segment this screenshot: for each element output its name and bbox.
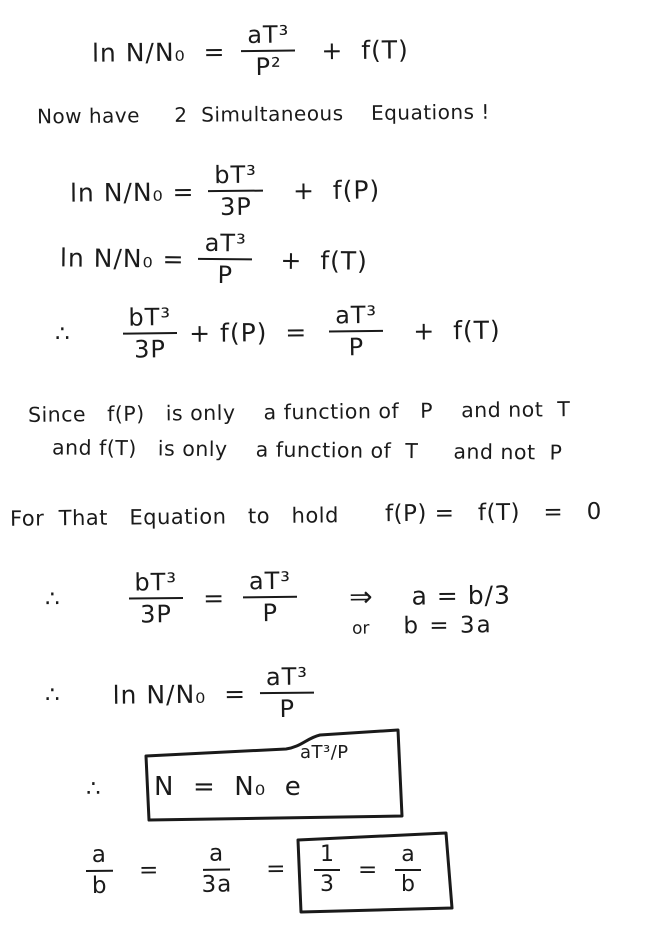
equation-lhs: ln N/N₀ = xyxy=(112,679,247,710)
fraction-bT3-over-3P xyxy=(128,569,183,628)
fraction-numerator: bT³ xyxy=(128,569,183,600)
alternative-result: b = 3a xyxy=(403,612,493,640)
therefore-symbol: ∴ xyxy=(86,776,101,802)
note-simultaneous-equations: Now have 2 Simultaneous Equations ! xyxy=(36,99,491,129)
fraction-denominator: 3P xyxy=(140,600,173,629)
equation-combined xyxy=(55,301,501,364)
equation-final-ln xyxy=(45,664,315,726)
equals-sign: = xyxy=(138,857,160,884)
fraction-a-over-3a xyxy=(201,842,232,899)
fraction-denominator: b xyxy=(401,872,415,898)
equation-b xyxy=(70,160,381,222)
equation-tail: + f(T) xyxy=(321,35,410,66)
therefore-symbol: ∴ xyxy=(44,682,61,709)
fraction-bT3-over-3P xyxy=(122,304,177,363)
fraction-numerator: bT³ xyxy=(208,162,263,193)
boxed-ratio-result xyxy=(288,828,460,918)
fraction-1-over-3 xyxy=(314,843,340,897)
boxed-equation-exponent: aT³/P xyxy=(300,742,349,763)
ratio-line xyxy=(86,841,287,900)
fraction-denominator: b xyxy=(91,873,108,900)
equals-sign: = xyxy=(358,857,378,884)
hold-result: f(P) = f(T) = 0 xyxy=(384,498,602,528)
since-statement-line1: Since f(P) is only a function of P and not T xyxy=(27,397,571,427)
fraction-numerator: a xyxy=(395,843,420,871)
fraction-aT3-over-P2 xyxy=(241,22,296,81)
fraction-denominator: P xyxy=(348,333,365,362)
equation-lhs: ln N/N₀ = xyxy=(69,177,195,208)
fraction-aT3-over-P xyxy=(243,568,298,627)
since-statement-line2: and f(T) is only a function of T and not P xyxy=(51,435,563,465)
fraction-numerator: aT³ xyxy=(241,22,295,53)
or-label: or xyxy=(351,618,370,639)
fraction-denominator: 3P xyxy=(219,193,252,222)
equation-a xyxy=(60,228,369,290)
fraction-numerator: aT³ xyxy=(243,568,297,599)
fraction-aT3-over-P xyxy=(329,302,384,361)
therefore-symbol: ∴ xyxy=(54,321,71,348)
fraction-denominator: 3P xyxy=(134,335,167,364)
boxed-ratio-content xyxy=(314,843,421,897)
hold-statement: For That Equation to hold xyxy=(9,503,340,531)
fraction-denominator: 3a xyxy=(201,871,233,899)
fraction-aT3-over-P xyxy=(198,230,253,289)
fraction-numerator: bT³ xyxy=(122,304,177,335)
equation-lhs: ln N/N₀ = xyxy=(59,243,185,274)
fraction-a-over-b xyxy=(395,843,420,897)
fraction-bT3-over-3P xyxy=(208,162,263,221)
fraction-numerator: a xyxy=(203,842,230,872)
fraction-a-over-b xyxy=(86,843,114,900)
equals-sign: = xyxy=(203,583,226,613)
fraction-denominator: P xyxy=(279,695,296,724)
equation-middle: + f(P) = xyxy=(189,317,308,348)
fraction-denominator: P xyxy=(217,261,234,290)
fraction-denominator: P xyxy=(262,599,279,628)
or-alternative xyxy=(352,612,493,639)
fraction-denominator: 3 xyxy=(320,872,334,898)
equals-sign: = xyxy=(265,856,287,883)
fraction-numerator: a xyxy=(86,843,113,873)
fraction-denominator: P² xyxy=(255,53,282,82)
boxed-final-solution xyxy=(138,724,410,826)
fraction-numerator: 1 xyxy=(314,843,340,871)
implies-arrow: ⇒ xyxy=(348,579,374,614)
fraction-numerator: aT³ xyxy=(198,230,252,261)
solve-result: a = b/3 xyxy=(411,580,512,611)
boxed-equation-body: N = N₀ e xyxy=(154,772,302,802)
fraction-aT3-over-P xyxy=(260,664,315,723)
equation-tail: + f(T) xyxy=(413,315,501,346)
therefore-symbol: ∴ xyxy=(44,586,61,613)
equation-tail: + f(P) xyxy=(292,175,381,206)
equation-top xyxy=(92,20,409,82)
equation-lhs: ln N/N₀ = xyxy=(91,37,226,68)
equation-tail: + f(T) xyxy=(280,245,369,276)
fraction-numerator: aT³ xyxy=(260,664,314,695)
fraction-numerator: aT³ xyxy=(329,302,383,333)
